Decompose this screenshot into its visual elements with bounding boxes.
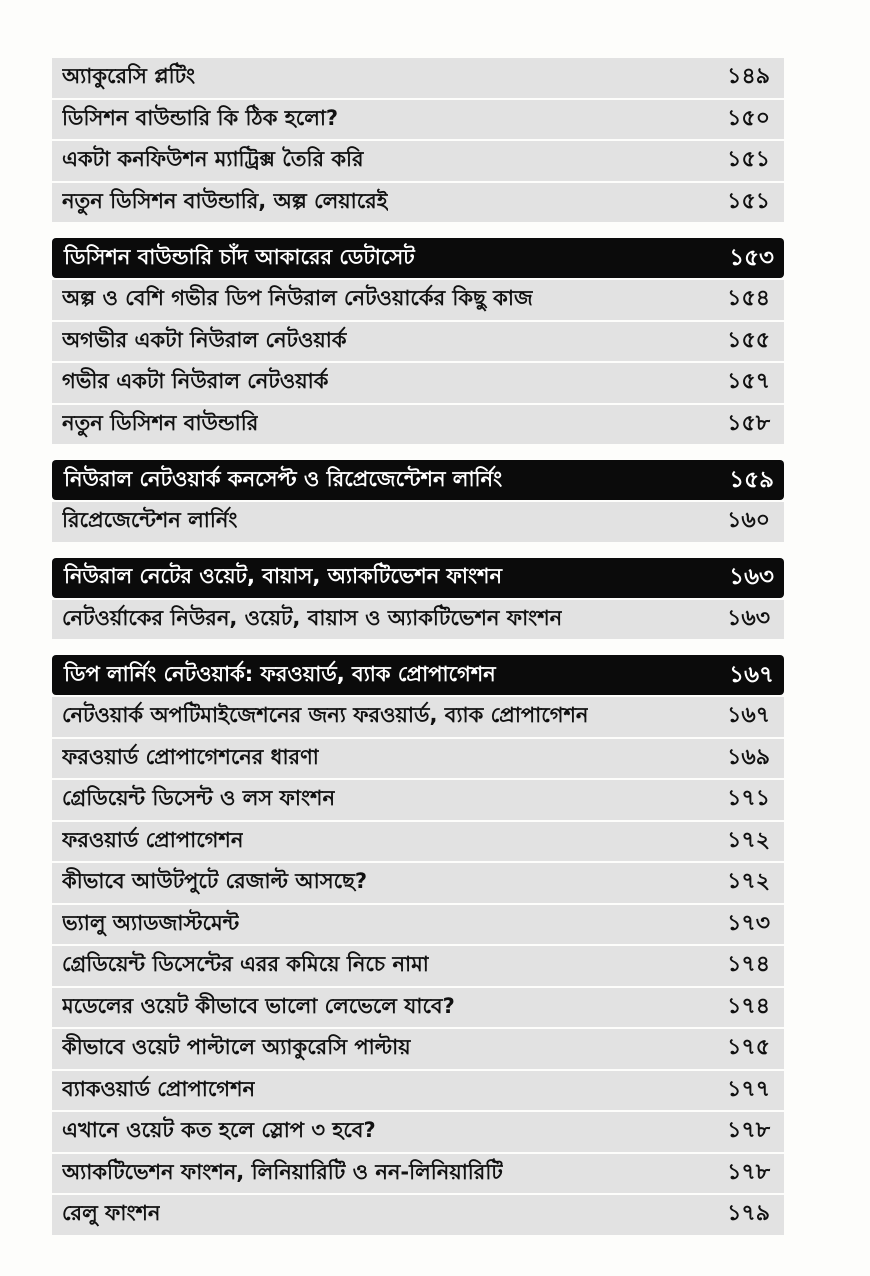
toc-entry-title: কীভাবে আউটপুটে রেজাল্ট আসছে? (62, 869, 368, 894)
toc-entry-page: ১৭৮ (727, 1118, 770, 1144)
toc-entry-page: ১৭৯ (727, 1201, 770, 1227)
toc-entry-title: ব্যাকওয়ার্ড প্রোপাগেশন (62, 1076, 256, 1101)
toc-entry-title: গভীর একটা নিউরাল নেটওয়ার্ক (62, 369, 329, 394)
toc-entry-title: নেটওয়ার্ক অপটিমাইজেশনের জন্য ফরওয়ার্ড, ব্যাক প্রোপাগেশন (62, 703, 589, 728)
toc-entry-title: কীভাবে ওয়েট পাল্টালে অ্যাকুরেসি পাল্টায় (62, 1035, 411, 1060)
toc-entry[interactable] (52, 905, 784, 947)
toc-entry-page: ১৭৫ (727, 1035, 770, 1061)
toc-entry-page: ১৫১ (727, 188, 770, 214)
toc-section-header[interactable] (52, 558, 784, 598)
toc-entry-page: ১৭১ (727, 786, 770, 812)
toc-section-header[interactable] (52, 460, 784, 500)
toc-entry[interactable] (52, 988, 784, 1030)
toc-entry[interactable] (52, 363, 784, 405)
toc-entry[interactable] (52, 100, 784, 142)
toc-section-page: ১৬৩ (729, 564, 774, 590)
toc-entry[interactable] (52, 1112, 784, 1154)
toc-entry-page: ১৪৯ (727, 64, 770, 90)
toc-entry-page: ১৭২ (727, 827, 770, 853)
toc-entry-title: একটা কনফিউশন ম্যাট্রিক্স তৈরি করি (62, 147, 364, 172)
toc-entry[interactable] (52, 780, 784, 822)
toc-section-title: ডিপ লার্নিং নেটওয়ার্ক: ফরওয়ার্ড, ব্যাক প্রোপাগেশন (64, 661, 496, 686)
toc-entry-title: গ্রেডিয়েন্ট ডিসেন্টের এরর কমিয়ে নিচে নামা (62, 952, 429, 977)
toc-entry-page: ১৭৭ (727, 1076, 770, 1102)
toc-entry[interactable] (52, 141, 784, 183)
toc-entry-title: মডেলের ওয়েট কীভাবে ভালো লেভেলে যাবে? (62, 993, 455, 1018)
toc-entry[interactable] (52, 946, 784, 988)
toc-entry-page: ১৫৪ (727, 286, 770, 312)
toc-entry[interactable] (52, 1154, 784, 1196)
toc-entry-page: ১৫৭ (727, 369, 770, 395)
table-of-contents (52, 58, 784, 1237)
toc-entry-title: নেটওর্য়াকের নিউরন, ওয়েট, বায়াস ও অ্যাকটিভেশন ফাংশন (62, 605, 563, 630)
toc-entry[interactable] (52, 697, 784, 739)
toc-entry[interactable] (52, 1195, 784, 1237)
toc-entry-page: ১৬০ (727, 508, 770, 534)
toc-section-page: ১৫৩ (729, 244, 774, 271)
toc-section-header[interactable] (52, 655, 784, 695)
toc-entry[interactable] (52, 322, 784, 364)
toc-entry-title: ভ্যালু অ্যাডজাস্টমেন্ট (62, 910, 240, 935)
toc-entry-page: ১৭৪ (727, 993, 770, 1019)
toc-entry-page: ১৬৩ (727, 605, 770, 631)
toc-entry-page: ১৫০ (727, 105, 770, 131)
toc-entry-page: ১৭৪ (727, 952, 770, 978)
toc-entry-page: ১৫৮ (727, 410, 770, 436)
toc-entry-title: অ্যাকটিভেশন ফাংশন, লিনিয়ারিটি ও নন-লিনিয়ারিটি (62, 1159, 503, 1184)
toc-entry-page: ১৫১ (727, 147, 770, 173)
toc-entry[interactable] (52, 58, 784, 100)
toc-entry[interactable] (52, 600, 784, 642)
toc-section-page: ১৫৯ (729, 466, 774, 493)
toc-entry[interactable] (52, 1071, 784, 1113)
toc-section-title: নিউরাল নেটের ওয়েট, বায়াস, অ্যাকটিভেশন ফাংশন (64, 564, 502, 588)
toc-entry[interactable] (52, 502, 784, 544)
toc-entry-title: অগভীর একটা নিউরাল নেটওয়ার্ক (62, 327, 347, 352)
toc-section-header[interactable] (52, 238, 784, 278)
toc-entry[interactable] (52, 280, 784, 322)
toc-section-page: ১৬৭ (729, 661, 774, 688)
toc-entry-title: রিপ্রেজেন্টেশন লার্নিং (62, 508, 238, 533)
toc-entry-title: অ্যাকুরেসি প্লটিং (62, 64, 196, 89)
toc-entry[interactable] (52, 822, 784, 864)
toc-entry[interactable] (52, 183, 784, 225)
toc-section-title: নিউরাল নেটওয়ার্ক কনসেপ্ট ও রিপ্রেজেন্টেশন লার্নিং (64, 466, 503, 491)
toc-entry-page: ১৬৯ (727, 744, 770, 770)
toc-entry-title: ডিসিশন বাউন্ডারি কি ঠিক হলো? (62, 105, 339, 130)
toc-entry-title: রেলু ফাংশন (62, 1201, 161, 1226)
toc-entry-title: গ্রেডিয়েন্ট ডিসেন্ট ও লস ফাংশন (62, 786, 335, 811)
toc-entry-page: ১৬৭ (727, 703, 770, 729)
toc-entry-title: অল্প ও বেশি গভীর ডিপ নিউরাল নেটওয়ার্কের কিছু কাজ (62, 286, 533, 311)
toc-entry-page: ১৭৩ (727, 910, 770, 936)
toc-entry-title: ফরওয়ার্ড প্রোপাগেশনের ধারণা (62, 744, 319, 769)
toc-entry-title: এখানে ওয়েট কত হলে স্লোপ ৩ হবে? (62, 1118, 376, 1143)
toc-entry[interactable] (52, 1029, 784, 1071)
toc-entry-title: নতুন ডিসিশন বাউন্ডারি, অল্প লেয়ারেই (62, 188, 388, 213)
toc-entry-page: ১৭৮ (727, 1159, 770, 1185)
toc-section-title: ডিসিশন বাউন্ডারি চাঁদ আকারের ডেটাসেট (64, 244, 415, 269)
toc-entry-page: ১৭২ (727, 869, 770, 895)
toc-entry-title: ফরওয়ার্ড প্রোপাগেশন (62, 827, 244, 852)
toc-entry[interactable] (52, 739, 784, 781)
toc-entry[interactable] (52, 405, 784, 447)
toc-entry-title: নতুন ডিসিশন বাউন্ডারি (62, 410, 259, 435)
toc-entry[interactable] (52, 863, 784, 905)
toc-entry-page: ১৫৫ (727, 327, 770, 353)
